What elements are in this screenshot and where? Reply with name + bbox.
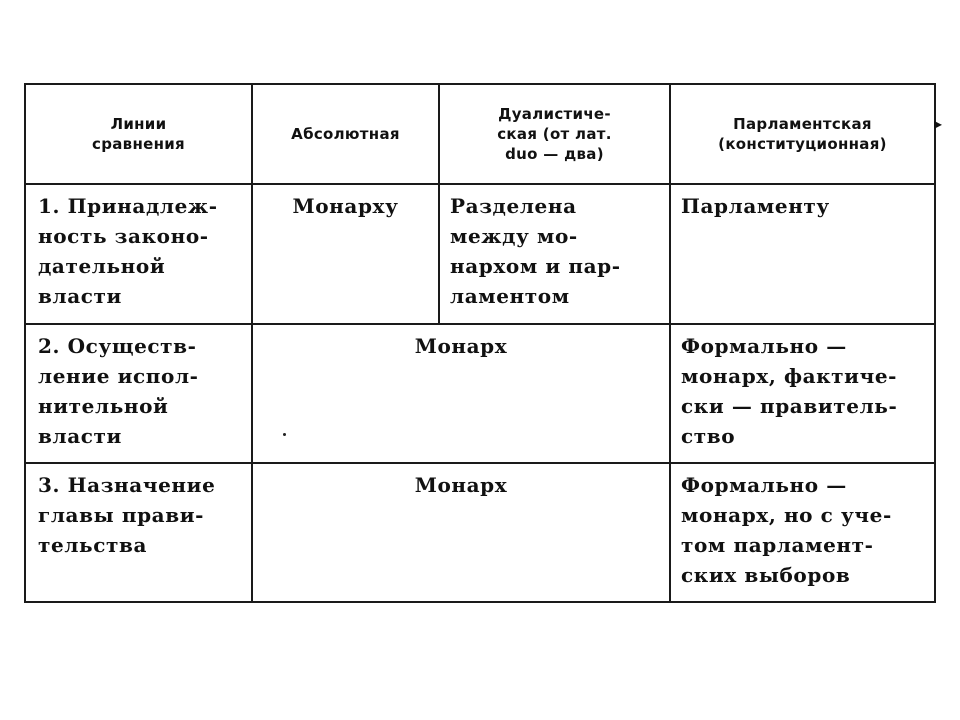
header-parliamentary xyxy=(670,84,935,184)
row3-parliamentary xyxy=(670,463,935,602)
row3-merged-text: Монарх xyxy=(414,473,508,497)
row1-parliamentary-text: Парламенту xyxy=(681,194,830,218)
monarchy-comparison-table xyxy=(24,83,936,603)
table-row xyxy=(25,324,935,463)
header-criteria xyxy=(25,84,252,184)
row1-criterion xyxy=(25,184,252,324)
row1-dualistic xyxy=(439,184,670,324)
scan-speck xyxy=(283,433,286,436)
header-row xyxy=(25,84,935,184)
header-dualistic xyxy=(439,84,670,184)
row3-parliamentary-text: Формально — монарх, но с уче- том парламент- ских выборов xyxy=(681,473,892,587)
row1-criterion-text: 1. Принадлеж- ность законо- дательной власти xyxy=(38,194,218,308)
row3-criterion xyxy=(25,463,252,602)
row1-absolute-text: Монарху xyxy=(292,194,399,218)
header-absolute-label: Абсолютная xyxy=(291,125,400,143)
row3-merged xyxy=(252,463,670,602)
row2-criterion-text: 2. Осуществ- ление испол- нительной власти xyxy=(38,334,199,448)
header-absolute xyxy=(252,84,439,184)
scan-mark-arrow-icon: ▸ xyxy=(934,114,943,133)
table-row xyxy=(25,463,935,602)
row2-criterion xyxy=(25,324,252,463)
table-row xyxy=(25,184,935,324)
header-parliamentary-label: Парламентская (конституционная) xyxy=(718,115,887,153)
row3-criterion-text: 3. Назначение главы прави- тельства xyxy=(38,473,216,557)
row2-parliamentary xyxy=(670,324,935,463)
row2-merged xyxy=(252,324,670,463)
header-criteria-label: Линии сравнения xyxy=(92,115,185,153)
row2-merged-text: Монарх xyxy=(414,334,508,358)
row1-parliamentary xyxy=(670,184,935,324)
row1-dualistic-text: Разделена между мо- нархом и пар- ламентом xyxy=(450,194,621,308)
header-dualistic-label: Дуалистиче- ская (от лат. duo — два) xyxy=(497,105,612,163)
row1-absolute xyxy=(252,184,439,324)
row2-parliamentary-text: Формально — монарх, фактиче- ски — правитель- ство xyxy=(681,334,898,448)
